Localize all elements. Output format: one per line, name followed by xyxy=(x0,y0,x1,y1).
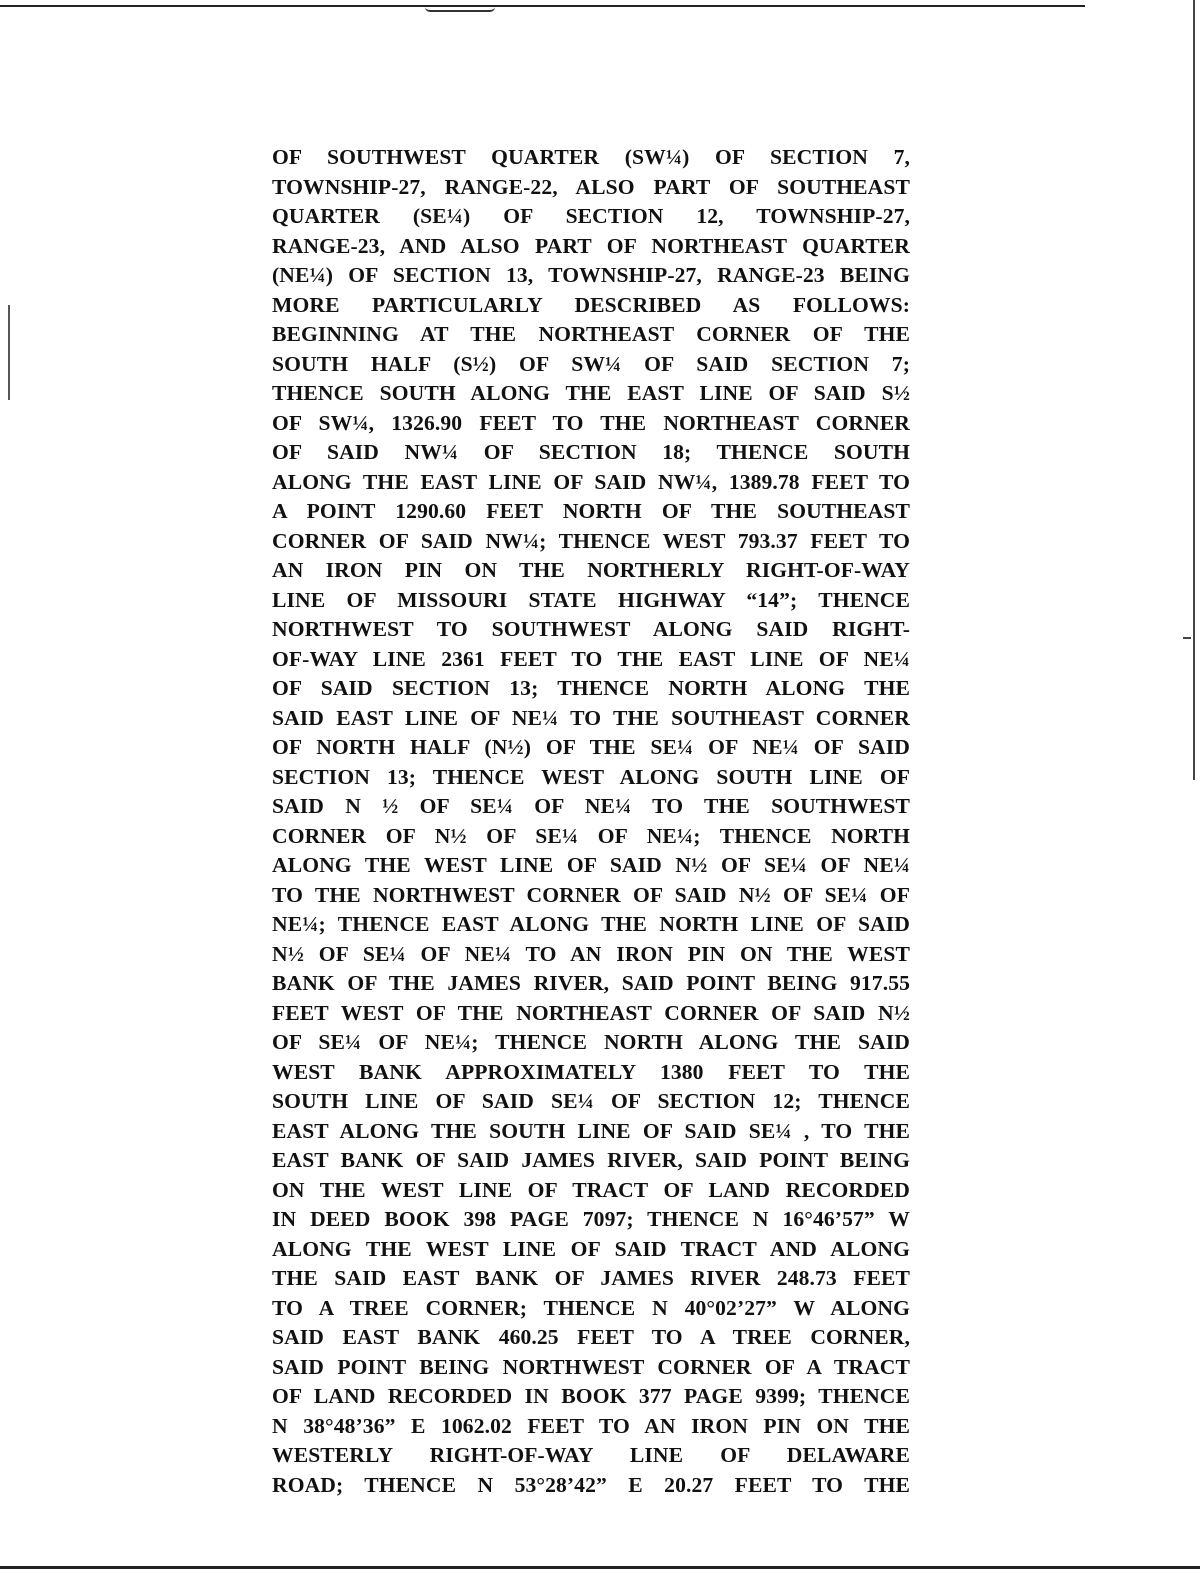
text-line: THE SAID EAST BANK OF JAMES RIVER 248.73 FEET xyxy=(272,1266,910,1290)
text-line: SAID POINT BEING NORTHWEST CORNER OF A TRACT xyxy=(272,1354,910,1379)
text-line: BANK OF THE JAMES RIVER, SAID POINT BEING 917.55 xyxy=(272,971,910,995)
text-line: N 38°48’36” E 1062.02 FEET TO AN IRON PIN ON THE xyxy=(272,1413,910,1438)
scan-border-top xyxy=(0,5,1085,7)
text-line: QUARTER (SE¼) OF SECTION 12, TOWNSHIP-27, xyxy=(272,204,910,228)
text-line: N½ OF SE¼ OF NE¼ TO AN IRON PIN ON THE WEST xyxy=(272,941,910,966)
text-line: EAST BANK OF SAID JAMES RIVER, SAID POINT BEING xyxy=(272,1148,910,1172)
text-line: TOWNSHIP-27, RANGE-22, ALSO PART OF SOUTHEAST xyxy=(272,174,910,199)
scan-artifact-mark xyxy=(425,7,495,12)
text-line: A POINT 1290.60 FEET NORTH OF THE SOUTHEAST xyxy=(272,499,910,523)
text-line: NORTHWEST TO SOUTHWEST ALONG SAID RIGHT- xyxy=(272,617,910,641)
scan-artifact-tick xyxy=(1183,637,1191,639)
text-line: IN DEED BOOK 398 PAGE 7097; THENCE N 16°46’57” W xyxy=(272,1207,910,1231)
text-line: OF SOUTHWEST QUARTER (SW¼) OF SECTION 7, xyxy=(272,145,910,169)
text-line: RANGE-23, AND ALSO PART OF NORTHEAST QUARTER xyxy=(272,233,910,258)
text-line: ON THE WEST LINE OF TRACT OF LAND RECORDED xyxy=(272,1177,910,1202)
text-line: TO A TREE CORNER; THENCE N 40°02’27” W ALONG xyxy=(272,1295,910,1320)
text-line: SAID EAST LINE OF NE¼ TO THE SOUTHEAST CORNER xyxy=(272,705,910,730)
scan-border-left xyxy=(8,305,10,400)
text-line: SECTION 13; THENCE WEST ALONG SOUTH LINE OF xyxy=(272,764,910,789)
text-line: (NE¼) OF SECTION 13, TOWNSHIP-27, RANGE-23 BEING xyxy=(272,263,910,287)
text-line: MORE PARTICULARLY DESCRIBED AS FOLLOWS: xyxy=(272,292,910,317)
text-line: NE¼; THENCE EAST ALONG THE NORTH LINE OF SAID xyxy=(272,912,910,936)
text-line: AN IRON PIN ON THE NORTHERLY RIGHT-OF-WAY xyxy=(272,558,910,582)
text-line: OF NORTH HALF (N½) OF THE SE¼ OF NE¼ OF SAID xyxy=(272,735,910,759)
text-line: BEGINNING AT THE NORTHEAST CORNER OF THE xyxy=(272,322,910,346)
text-line: ROAD; THENCE N 53°28’42” E 20.27 FEET TO THE xyxy=(272,1472,910,1497)
text-line: LINE OF MISSOURI STATE HIGHWAY “14”; THENCE xyxy=(272,587,910,612)
text-line: WESTERLY RIGHT-OF-WAY LINE OF DELAWARE xyxy=(272,1443,910,1467)
text-line: OF-WAY LINE 2361 FEET TO THE EAST LINE OF NE¼ xyxy=(272,646,910,671)
text-line: ALONG THE EAST LINE OF SAID NW¼, 1389.78 FEET TO xyxy=(272,469,910,494)
scan-border-bottom xyxy=(0,1566,1200,1569)
text-line: OF SAID NW¼ OF SECTION 18; THENCE SOUTH xyxy=(272,440,910,464)
text-line: OF SE¼ OF NE¼; THENCE NORTH ALONG THE SAID xyxy=(272,1030,910,1054)
text-line: SOUTH LINE OF SAID SE¼ OF SECTION 12; THENCE xyxy=(272,1089,910,1113)
text-line: OF SW¼, 1326.90 FEET TO THE NORTHEAST CORNER xyxy=(272,410,910,435)
text-line: ALONG THE WEST LINE OF SAID N½ OF SE¼ OF NE¼ xyxy=(272,853,910,877)
text-line: OF SAID SECTION 13; THENCE NORTH ALONG THE xyxy=(272,676,910,700)
text-line: WEST BANK APPROXIMATELY 1380 FEET TO THE xyxy=(272,1059,910,1084)
text-line: CORNER OF N½ OF SE¼ OF NE¼; THENCE NORTH xyxy=(272,823,910,848)
text-line: OF LAND RECORDED IN BOOK 377 PAGE 9399; THENCE xyxy=(272,1384,910,1408)
text-line: ALONG THE WEST LINE OF SAID TRACT AND ALONG xyxy=(272,1236,910,1261)
text-line: FEET WEST OF THE NORTHEAST CORNER OF SAID N½ xyxy=(272,1000,910,1025)
legal-description xyxy=(272,143,910,1500)
text-line: TO THE NORTHWEST CORNER OF SAID N½ OF SE¼ OF xyxy=(272,882,910,907)
text-line: SOUTH HALF (S½) OF SW¼ OF SAID SECTION 7; xyxy=(272,351,910,376)
text-line: SAID EAST BANK 460.25 FEET TO A TREE CORNER, xyxy=(272,1325,910,1349)
scan-border-right xyxy=(1193,0,1195,780)
text-line: THENCE SOUTH ALONG THE EAST LINE OF SAID S½ xyxy=(272,381,910,405)
text-line: EAST ALONG THE SOUTH LINE OF SAID SE¼ , TO THE xyxy=(272,1118,910,1143)
text-line: CORNER OF SAID NW¼; THENCE WEST 793.37 FEET TO xyxy=(272,528,910,553)
text-line: SAID N ½ OF SE¼ OF NE¼ TO THE SOUTHWEST xyxy=(272,794,910,818)
